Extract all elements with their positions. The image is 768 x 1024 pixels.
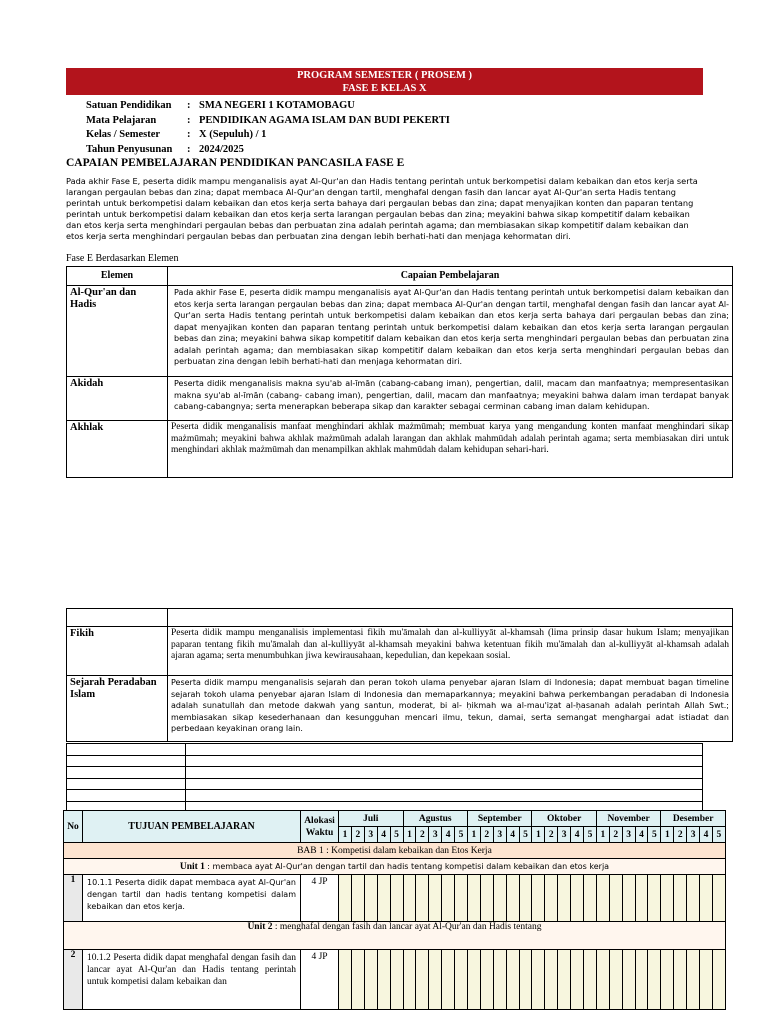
month-header: Juli: [339, 811, 404, 827]
week-cell[interactable]: [519, 950, 532, 1010]
unit-row: Unit 2 : menghafal dengan fasih dan lancar ayat Al-Qur'an dan Hadis tentang: [64, 922, 726, 950]
week-cell[interactable]: [545, 950, 558, 1010]
week-cell[interactable]: [390, 875, 403, 922]
week-cell[interactable]: [339, 875, 352, 922]
week-number: 2: [674, 827, 687, 843]
title-line-2: FASE E KELAS X: [342, 83, 427, 94]
col-elemen: Elemen: [67, 267, 168, 286]
week-number: 5: [519, 827, 532, 843]
col-tujuan: TUJUAN PEMBELAJARAN: [83, 811, 301, 843]
week-cell[interactable]: [467, 875, 480, 922]
table-row: 1 10.1.1 Peserta didik dapat membaca ayat Al-Qur'an dengan tartil dan hadis tentang kompetisi dalam kebaikan dan etos kerja. 4 JP: [64, 875, 726, 922]
week-cell[interactable]: [455, 950, 468, 1010]
week-cell[interactable]: [609, 875, 622, 922]
week-cell[interactable]: [661, 875, 674, 922]
info-row: Kelas / Semester : X (Sepuluh) / 1: [86, 128, 450, 143]
info-row: Tahun Penyusunan : 2024/2025: [86, 143, 450, 158]
week-number: 4: [506, 827, 519, 843]
week-cell[interactable]: [429, 875, 442, 922]
week-number: 4: [700, 827, 713, 843]
week-cell[interactable]: [480, 875, 493, 922]
capaian-heading: CAPAIAN PEMBELAJARAN PENDIDIKAN PANCASILA FASE E: [66, 157, 405, 169]
capaian-paragraph: Pada akhir Fase E, peserta didik mampu menganalisis ayat Al-Qur'an dan Hadis tentang perintah untuk berkompetisi dalam kebaikan dan etos kerja serta larangan pergaulan bebas dan zina; dapat membaca Al-Qur'an dengan tartil, menghafal dengan fasih dan lancar ayat Al-Qur'an serta Hadis tentang perintah untuk berkompetisi dalam kebaikan dan etos kerja serta bahaya dari pergaulan bebas dan zina; dapat menyajikan konten dan paparan tentang perintah untuk berkompetisi dalam kebaikan dan etos kerja serta larangan pergaulan bebas dan zina; meyakini bahwa sikap kompetitif dalam kebaikan dan etos kerja serta menghindari pergaulan bebas dan perbuatan zina adalah perintah agama; dan membiasakan sikap kompetitif dalam kebaikan dan etos kerja serta menghindari pergaulan bebas dan perbuatan zina dengan lebih berhati-hati dan menjaga kehormatan diri.: [66, 176, 698, 242]
table-row: [67, 609, 733, 627]
week-number: 5: [455, 827, 468, 843]
week-cell[interactable]: [532, 950, 545, 1010]
week-cell[interactable]: [674, 875, 687, 922]
week-number: 5: [390, 827, 403, 843]
table-row: 2 10.1.2 Peserta didik dapat menghafal dengan fasih dan lancar ayat Al-Qur'an dan Hadis tentang perintah untuk kompetisi dalam kebaikan dan 4 JP: [64, 950, 726, 1010]
week-number: 3: [429, 827, 442, 843]
school-name: SMA NEGERI 1 KOTAMOBAGU: [199, 100, 355, 111]
col-no: No: [64, 811, 83, 843]
alokasi-value: 4 JP: [301, 950, 339, 1010]
week-number: 4: [571, 827, 584, 843]
week-cell[interactable]: [596, 875, 609, 922]
alokasi-value: 4 JP: [301, 875, 339, 922]
week-number: 4: [635, 827, 648, 843]
tujuan-text: 10.1.1 Peserta didik dapat membaca ayat Al-Qur'an dengan tartil dan hadis tentang kompetisi dalam kebaikan dan etos kerja.: [83, 875, 301, 922]
week-number: 2: [351, 827, 364, 843]
tujuan-text: 10.1.2 Peserta didik dapat menghafal dengan fasih dan lancar ayat Al-Qur'an dan Hadis tentang perintah untuk kompetisi dalam kebaikan dan: [83, 950, 301, 1010]
week-cell[interactable]: [700, 875, 713, 922]
month-header: September: [467, 811, 531, 827]
week-cell[interactable]: [467, 950, 480, 1010]
week-number: 5: [648, 827, 661, 843]
week-cell[interactable]: [700, 950, 713, 1010]
week-cell[interactable]: [480, 950, 493, 1010]
week-cell[interactable]: [712, 875, 725, 922]
week-cell[interactable]: [687, 950, 700, 1010]
col-alokasi: Alokasi Waktu: [301, 811, 339, 843]
elemen-table: [66, 266, 733, 478]
week-cell[interactable]: [558, 950, 571, 1010]
week-cell[interactable]: [674, 950, 687, 1010]
week-number: 2: [545, 827, 558, 843]
week-cell[interactable]: [687, 875, 700, 922]
week-cell[interactable]: [571, 950, 584, 1010]
week-number: 4: [377, 827, 390, 843]
table-row: Akhlak Peserta didik menganalisis manfaat menghindari akhlak mażmūmah; membuat karya yang mengandung konten manfaat menghindari sikap mażmūmah; meyakini bahwa akhlak mażmūmah adalah larangan dan akhlak mahmūdah adalah perintah agama; serta membiasakan diri untuk menghindari akhlak mażmūmah dan menampilkan akhlak mahmūdah dalam kehidupan sehari-hari.: [67, 421, 733, 478]
week-cell[interactable]: [377, 950, 390, 1010]
week-cell[interactable]: [712, 950, 725, 1010]
week-cell[interactable]: [351, 875, 364, 922]
week-cell[interactable]: [622, 875, 635, 922]
week-cell[interactable]: [442, 875, 455, 922]
week-cell[interactable]: [596, 950, 609, 1010]
week-number: 4: [442, 827, 455, 843]
week-number: 3: [558, 827, 571, 843]
week-cell[interactable]: [661, 950, 674, 1010]
week-cell[interactable]: [519, 875, 532, 922]
week-cell[interactable]: [339, 950, 352, 1010]
subject-name: PENDIDIKAN AGAMA ISLAM DAN BUDI PEKERTI: [199, 114, 450, 126]
prosem-table: [63, 810, 726, 1010]
week-number: 1: [532, 827, 545, 843]
week-cell[interactable]: [609, 950, 622, 1010]
week-number: 2: [416, 827, 429, 843]
month-header: Agustus: [403, 811, 467, 827]
week-number: 1: [467, 827, 480, 843]
week-number: 1: [596, 827, 609, 843]
week-cell[interactable]: [584, 950, 597, 1010]
week-number: 1: [403, 827, 416, 843]
unit-row: Unit 1 : membaca ayat Al-Qur'an dengan tartil dan hadis tentang kompetisi dalam kebaikan dan etos kerja: [64, 859, 726, 875]
week-cell[interactable]: [532, 875, 545, 922]
week-cell[interactable]: [390, 950, 403, 1010]
blank-grid: [66, 743, 703, 813]
table-row: Al-Qur'an dan Hadis Pada akhir Fase E, peserta didik mampu menganalisis ayat Al-Qur'an dan Hadis tentang perintah untuk berkompetisi dalam kebaikan dan etos kerja serta larangan pergaulan bebas dan zina; dapat membaca Al-Qur'an dengan tartil, menghafal dengan fasih dan lancar ayat Al-Qur'an serta Hadis tentang perintah untuk berkompetisi dalam kebaikan dan etos kerja serta bahaya dari pergaulan bebas dan zina; dapat menyajikan konten dan paparan tentang perintah untuk berkompetisi dalam kebaikan dan etos kerja serta larangan pergaulan bebas dan zina; meyakini bahwa sikap kompetitif dalam kebaikan dan etos kerja serta menghindari pergaulan bebas dan perbuatan zina adalah perintah agama; dan membiasakan sikap kompetitif dalam kebaikan dan etos kerja serta menghindari pergaulan bebas dan perbuatan zina dengan lebih berhati-hati dan menjaga kehormatan diri.: [67, 286, 733, 377]
week-number: 3: [622, 827, 635, 843]
month-header: Desember: [661, 811, 726, 827]
bab-row: BAB 1 : Kompetisi dalam kebaikan dan Etos Kerja: [64, 843, 726, 859]
month-header: November: [596, 811, 660, 827]
table-row: Akidah Peserta didik menganalisis makna syu'ab al-īmān (cabang-cabang iman), pengertian, dalil, macam dan manfaatnya; mempresentasikan makna syu'ab al-īmān (cabang- cabang iman), pengertian, dalil, macam dan manfaatnya; meyakini bahwa dalam iman terdapat banyak cabang-cabangnya; serta menerapkan beberapa sikap dan karakter sebagai cerminan cabang iman dalam kehidupan.: [67, 377, 733, 421]
week-cell[interactable]: [429, 950, 442, 1010]
week-cell[interactable]: [455, 875, 468, 922]
week-cell[interactable]: [584, 875, 597, 922]
elemen-table-continued: [66, 608, 733, 742]
week-number: 3: [364, 827, 377, 843]
week-cell[interactable]: [571, 875, 584, 922]
month-header: Oktober: [532, 811, 596, 827]
fase-label: Fase E Berdasarkan Elemen: [66, 253, 179, 264]
week-cell[interactable]: [545, 875, 558, 922]
week-cell[interactable]: [648, 950, 661, 1010]
week-cell[interactable]: [493, 875, 506, 922]
week-number: 5: [712, 827, 725, 843]
table-row: Sejarah Peradaban Islam Peserta didik mampu menganalisis sejarah dan peran tokoh ulama penyebar ajaran Islam di Indonesia; dapat membuat bagan timeline sejarah tokoh ulama penyebar ajaran Islam di Indonesia dan memaparkannya; meyakini bahwa perkembangan peradaban di Indonesia adalah sunatullah dan metode dakwah yang santun, moderat, bi al- ḥikmah wa al-mau'iẓat al-ḥasanah adalah perintah Allah Swt.; membiasakan sikap kesederhanaan dan kesungguhan mencari ilmu, tekun, damai, serta semangat menghargai adat istiadat dan perbedaan keyakinan orang lain.: [67, 676, 733, 742]
info-row: Mata Pelajaran : PENDIDIKAN AGAMA ISLAM DAN BUDI PEKERTI: [86, 114, 450, 129]
week-number: 3: [687, 827, 700, 843]
week-cell[interactable]: [377, 875, 390, 922]
week-number: 2: [480, 827, 493, 843]
week-cell[interactable]: [493, 950, 506, 1010]
week-cell[interactable]: [648, 875, 661, 922]
table-row: Fikih Peserta didik mampu menganalisis implementasi fikih mu'āmalah dan al-kulliyyāt al-khamsah (lima prinsip dasar hukum Islam; menyajikan paparan tentang fikih mu'āmalah dan al-kulliyyāt al-khamsah meyakini bahwa ketentuan fikih mu'āmalah dan al-kulliyyāt al-khamsah adalah ajaran agama; serta menumbuhkan jiwa kewirausahaan, kepedulian, dan kepekaan sosial.: [67, 627, 733, 676]
week-cell[interactable]: [506, 875, 519, 922]
week-cell[interactable]: [364, 875, 377, 922]
week-number: 3: [493, 827, 506, 843]
week-cell[interactable]: [403, 950, 416, 1010]
col-capaian: Capaian Pembelajaran: [168, 267, 733, 286]
week-number: 5: [584, 827, 597, 843]
week-cell[interactable]: [442, 950, 455, 1010]
identity-block: [86, 99, 450, 157]
week-cell[interactable]: [403, 875, 416, 922]
week-cell[interactable]: [506, 950, 519, 1010]
week-cell[interactable]: [635, 950, 648, 1010]
document-title-bar: [66, 68, 703, 95]
school-year: 2024/2025: [199, 143, 244, 155]
info-row: Satuan Pendidikan : SMA NEGERI 1 KOTAMOBAGU: [86, 99, 450, 114]
week-cell[interactable]: [635, 875, 648, 922]
week-cell[interactable]: [416, 950, 429, 1010]
title-line-1: PROGRAM SEMESTER ( PROSEM ): [296, 70, 472, 81]
week-number: 2: [609, 827, 622, 843]
week-number: 1: [661, 827, 674, 843]
week-cell[interactable]: [351, 950, 364, 1010]
week-cell[interactable]: [416, 875, 429, 922]
week-cell[interactable]: [364, 950, 377, 1010]
week-cell[interactable]: [558, 875, 571, 922]
week-cell[interactable]: [622, 950, 635, 1010]
week-number: 1: [339, 827, 352, 843]
class-semester: X (Sepuluh) / 1: [199, 129, 267, 140]
